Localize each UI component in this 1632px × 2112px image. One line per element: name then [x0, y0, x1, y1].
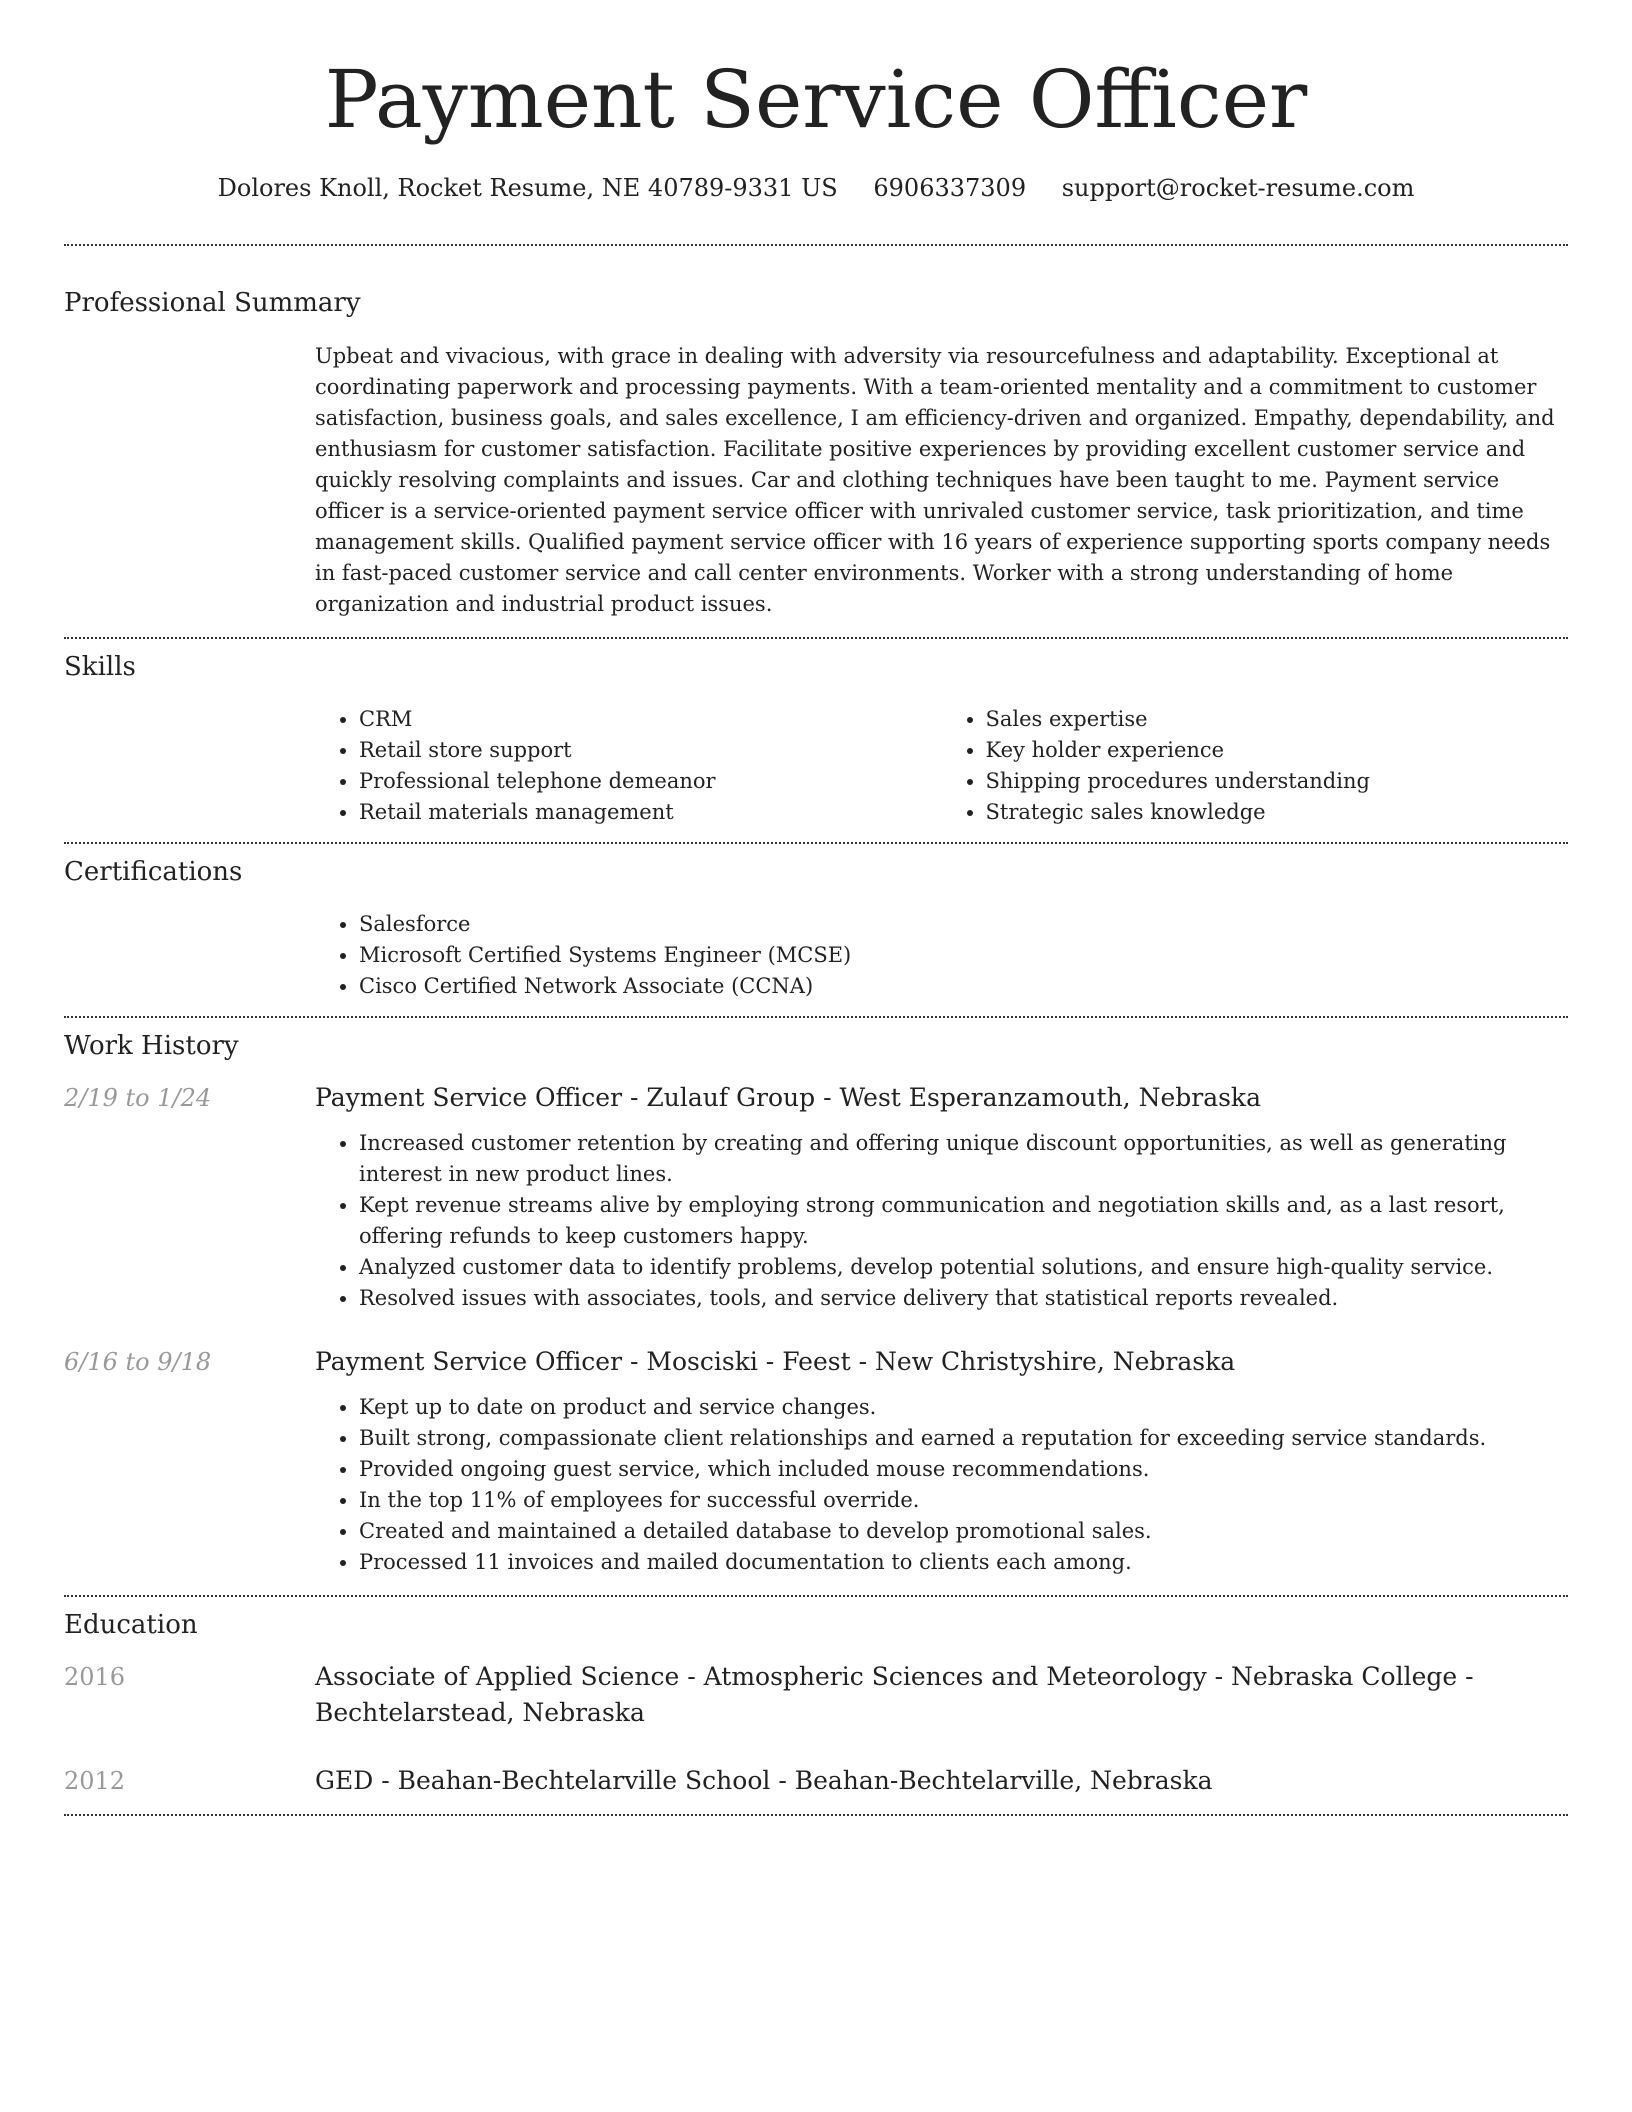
job-bullet: • Provided ongoing guest service, which included mouse recommendations.: [359, 1454, 1568, 1485]
job-bullet: • Analyzed customer data to identify problems, develop potential solutions, and ensure high-quality service.: [359, 1252, 1568, 1283]
skills-grid: [315, 704, 1568, 828]
contact-email: support@rocket-resume.com: [1061, 174, 1415, 202]
contact-info: [64, 172, 1568, 204]
education-entry: [64, 1659, 1568, 1731]
skill-item: • Retail store support: [359, 735, 942, 766]
skill-item: • Sales expertise: [986, 704, 1569, 735]
education-entry: [64, 1763, 1568, 1799]
job-bullet: • Processed 11 invoices and mailed documentation to clients each among.: [359, 1547, 1568, 1578]
work-heading: Work History: [64, 1031, 239, 1061]
job-bullets: [315, 1392, 1568, 1578]
resume-header: [64, 0, 1568, 204]
job-entry: [64, 1080, 1568, 1314]
job-bullet: • Built strong, compassionate client relationships and earned a reputation for exceeding service standards.: [359, 1423, 1568, 1454]
certifications-section: [64, 844, 1568, 1002]
education-year: 2012: [64, 1767, 126, 1795]
job-bullet: • Kept up to date on product and service changes.: [359, 1392, 1568, 1423]
skill-item: • Retail materials management: [359, 797, 942, 828]
skill-item: • Shipping procedures understanding: [986, 766, 1569, 797]
job-bullet: • Kept revenue streams alive by employing strong communication and negotiation skills and, as a last resort, offering refunds to keep customers happy.: [359, 1190, 1568, 1252]
job-details: [315, 1128, 1568, 1314]
skills-section: [64, 639, 1568, 828]
education-section: [64, 1597, 1568, 1799]
skill-item: • Strategic sales knowledge: [986, 797, 1569, 828]
job-dates: 6/16 to 9/18: [64, 1348, 212, 1376]
certifications-content: [315, 909, 1568, 1002]
education-details: Associate of Applied Science - Atmospheric Sciences and Meteorology - Nebraska College - Bechtelarstead, Nebraska: [315, 1662, 1474, 1727]
job-bullet: • Created and maintained a detailed database to develop promotional sales.: [359, 1516, 1568, 1547]
skill-item: • CRM: [359, 704, 942, 735]
summary-heading: Professional Summary: [64, 288, 361, 318]
certification-item: • Salesforce: [359, 909, 1568, 940]
job-body: [315, 1080, 1568, 1314]
job-bullet: • Resolved issues with associates, tools, and service delivery that statistical reports revealed.: [359, 1283, 1568, 1314]
job-dates: 2/19 to 1/24: [64, 1084, 212, 1112]
skills-list-left: [315, 704, 942, 828]
summary-content: [315, 341, 1568, 620]
skills-heading: Skills: [64, 652, 136, 682]
certification-item: • Cisco Certified Network Associate (CCNA): [359, 971, 1568, 1002]
work-section: [64, 1018, 1568, 1578]
job-bullets: [315, 1128, 1568, 1314]
skill-item: • Key holder experience: [986, 735, 1569, 766]
education-year: 2016: [64, 1663, 126, 1691]
contact-phone: 6906337309: [873, 174, 1027, 202]
job-title: Payment Service Officer - Mosciski - Feest - New Christyshire, Nebraska: [315, 1347, 1236, 1376]
skill-item: • Professional telephone demeanor: [359, 766, 942, 797]
job-bullet: • Increased customer retention by creating and offering unique discount opportunities, as well as generating interest in new product lines.: [359, 1128, 1568, 1190]
summary-text: Upbeat and vivacious, with grace in dealing with adversity via resourcefulness and adaptability. Exceptional at coordinating paperwork and processing payments. With a team-oriented mentality and a commitment to customer satisfaction, business goals, and sales excellence, I am efficiency-driven and organized. Empathy, dependability, and enthusiasm for customer satisfaction. Facilitate positive experiences by providing excellent customer service and quickly resolving complaints and issues. Car and clothing techniques have been taught to me. Payment service officer is a service-oriented payment service officer with unrivaled customer service, task prioritization, and time management skills. Qualified payment service officer with 16 years of experience supporting sports company needs in fast-paced customer service and call center environments. Worker with a strong understanding of home organization and industrial product issues.: [315, 344, 1555, 616]
job-body: [315, 1344, 1568, 1578]
skills-list-right: [942, 704, 1569, 828]
job-bullet: • In the top 11% of employees for successful override.: [359, 1485, 1568, 1516]
resume-title: Payment Service Officer: [324, 53, 1308, 146]
certification-item: • Microsoft Certified Systems Engineer (MCSE): [359, 940, 1568, 971]
education-divider: [64, 1814, 1568, 1816]
job-entry: [64, 1344, 1568, 1578]
education-heading: Education: [64, 1610, 198, 1640]
education-details: GED - Beahan-Bechtelarville School - Beahan-Bechtelarville, Nebraska: [315, 1766, 1213, 1795]
job-details: [315, 1392, 1568, 1578]
job-title: Payment Service Officer - Zulauf Group - West Esperanzamouth, Nebraska: [315, 1083, 1261, 1112]
contact-address: Dolores Knoll, Rocket Resume, NE 40789-9331 US: [217, 174, 838, 202]
certifications-list: [315, 909, 1568, 1002]
certifications-heading: Certifications: [64, 857, 243, 887]
summary-section: [64, 246, 1568, 620]
